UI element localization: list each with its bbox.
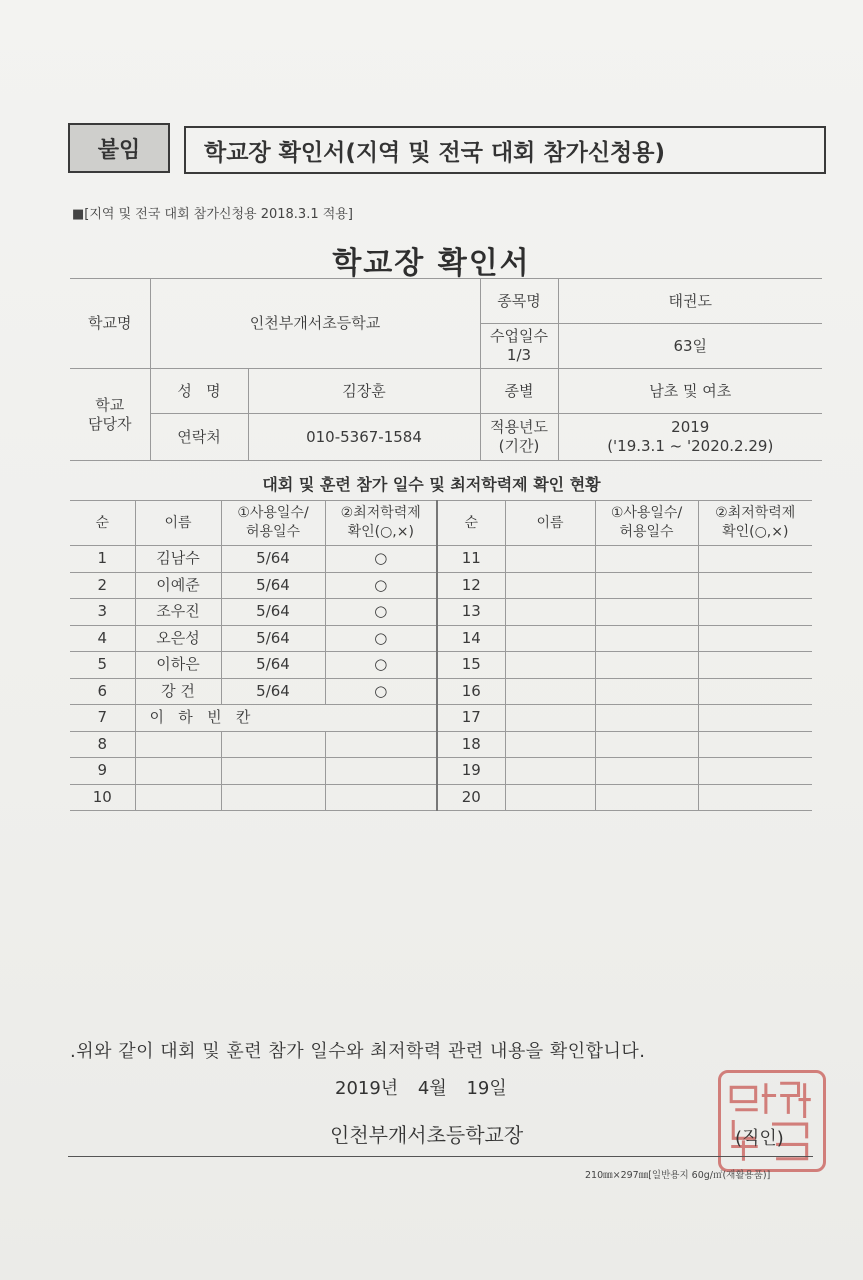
row-check-right <box>698 758 812 785</box>
row-name-right <box>505 652 595 679</box>
row-days <box>221 758 325 785</box>
issue-date: 2019년 4월 19일 <box>335 1078 507 1099</box>
row-check-right <box>698 599 812 626</box>
row-check-right <box>698 652 812 679</box>
document-title: 학교장 확인서 <box>332 246 531 281</box>
table-row <box>70 731 812 758</box>
row-check-right <box>698 678 812 705</box>
contact-label: 연락처 <box>150 414 248 461</box>
row-no-right: 12 <box>437 572 505 599</box>
days-label: 수업일수 1/3 <box>480 324 558 369</box>
confirmation-text: .위와 같이 대회 및 훈련 참가 일수와 최저학력 관련 내용을 확인합니다. <box>70 1041 646 1062</box>
row-name-right <box>505 678 595 705</box>
seal-pattern-icon <box>721 1073 823 1169</box>
row-check-right <box>698 572 812 599</box>
row-no: 5 <box>70 652 135 679</box>
row-days: 5/64 <box>221 625 325 652</box>
row-no-right: 20 <box>437 784 505 811</box>
sport-label: 종목명 <box>480 279 558 324</box>
row-check-right <box>698 625 812 652</box>
row-check <box>325 758 437 785</box>
participation-table <box>70 500 812 811</box>
row-no: 1 <box>70 546 135 573</box>
table-row <box>70 678 812 705</box>
seal-label: (직인) <box>735 1128 784 1149</box>
col-name-right: 이름 <box>505 501 595 546</box>
table-row <box>70 625 812 652</box>
principal-title: 인천부개서초등학교장 <box>330 1123 524 1147</box>
col-days: ①사용일수/ 허용일수 <box>221 501 325 546</box>
row-name-right <box>505 758 595 785</box>
row-name-right <box>505 784 595 811</box>
row-no: 3 <box>70 599 135 626</box>
row-no: 8 <box>70 731 135 758</box>
row-days-right <box>595 731 698 758</box>
row-no: 10 <box>70 784 135 811</box>
row-check: ○ <box>325 625 437 652</box>
name-value: 김장훈 <box>248 369 480 414</box>
row-days-right <box>595 758 698 785</box>
row-name: 김남수 <box>135 546 221 573</box>
year-label: 적용년도 (기간) <box>480 414 558 461</box>
name-label: 성 명 <box>150 369 248 414</box>
row-check: ○ <box>325 546 437 573</box>
table-row <box>70 758 812 785</box>
table-row <box>70 652 812 679</box>
table-row <box>70 546 812 573</box>
row-name <box>135 758 221 785</box>
row-days: 5/64 <box>221 572 325 599</box>
row-days: 5/64 <box>221 599 325 626</box>
row-check-right <box>698 546 812 573</box>
category-label: 종별 <box>480 369 558 414</box>
row-no: 7 <box>70 705 135 732</box>
row-no-right: 14 <box>437 625 505 652</box>
row-check: ○ <box>325 572 437 599</box>
row-name-right <box>505 572 595 599</box>
row-days-right <box>595 652 698 679</box>
row-no: 9 <box>70 758 135 785</box>
table-row <box>70 784 812 811</box>
row-days-right <box>595 625 698 652</box>
row-days-right <box>595 784 698 811</box>
row-days-right <box>595 546 698 573</box>
row-name: 오은성 <box>135 625 221 652</box>
row-name <box>135 784 221 811</box>
attachment-label: 붙임 <box>68 123 170 173</box>
manager-label: 학교 담당자 <box>70 369 150 461</box>
row-name: 이예준 <box>135 572 221 599</box>
row-no-right: 11 <box>437 546 505 573</box>
paper-spec-note: 210㎜×297㎜[일반용지 60g/㎡(재활용품)] <box>585 1170 771 1181</box>
row-name: 조우진 <box>135 599 221 626</box>
row-days <box>221 784 325 811</box>
days-value: 63일 <box>558 324 822 369</box>
row-no-right: 18 <box>437 731 505 758</box>
row-days-right <box>595 705 698 732</box>
row-no-right: 19 <box>437 758 505 785</box>
row-name: 이하은 <box>135 652 221 679</box>
sport-value: 태권도 <box>558 279 822 324</box>
row-no-right: 15 <box>437 652 505 679</box>
year-value: 2019 ('19.3.1 ~ '2020.2.29) <box>558 414 822 461</box>
row-name-right <box>505 546 595 573</box>
row-check: ○ <box>325 678 437 705</box>
school-value: 인천부개서초등학교 <box>150 279 480 369</box>
info-table <box>70 278 822 461</box>
row-days: 5/64 <box>221 546 325 573</box>
row-no: 4 <box>70 625 135 652</box>
row-check-right <box>698 705 812 732</box>
table-row <box>70 705 812 732</box>
table-header-row <box>70 501 812 546</box>
row-name-right <box>505 625 595 652</box>
row-name: 강 건 <box>135 678 221 705</box>
row-days-right <box>595 678 698 705</box>
row-no-right: 17 <box>437 705 505 732</box>
row-check <box>325 731 437 758</box>
row-check: ○ <box>325 599 437 626</box>
row-check-right <box>698 784 812 811</box>
col-name: 이름 <box>135 501 221 546</box>
status-subheading: 대회 및 훈련 참가 일수 및 최저학력제 확인 현황 <box>262 475 601 494</box>
row-no-right: 16 <box>437 678 505 705</box>
row-no: 6 <box>70 678 135 705</box>
school-label: 학교명 <box>70 279 150 369</box>
col-no: 순 <box>70 501 135 546</box>
row-days-right <box>595 572 698 599</box>
header-title: 학교장 확인서(지역 및 전국 대회 참가신청용) <box>184 126 826 174</box>
col-no-right: 순 <box>437 501 505 546</box>
table-row <box>70 599 812 626</box>
applicability-note: ■[지역 및 전국 대회 참가신청용 2018.3.1 적용] <box>72 207 353 222</box>
row-no: 2 <box>70 572 135 599</box>
row-no-right: 13 <box>437 599 505 626</box>
row-check: ○ <box>325 652 437 679</box>
contact-value: 010-5367-1584 <box>248 414 480 461</box>
row-check-right <box>698 731 812 758</box>
category-value: 남초 및 여초 <box>558 369 822 414</box>
col-check: ②최저학력제 확인(○,×) <box>325 501 437 546</box>
row-days-right <box>595 599 698 626</box>
table-row <box>70 572 812 599</box>
row-days <box>221 731 325 758</box>
row-name-right <box>505 705 595 732</box>
blank-note: 이 하 빈 칸 <box>135 705 437 732</box>
row-name-right <box>505 731 595 758</box>
row-check <box>325 784 437 811</box>
row-name-right <box>505 599 595 626</box>
col-days-right: ①사용일수/ 허용일수 <box>595 501 698 546</box>
row-days: 5/64 <box>221 652 325 679</box>
col-check-right: ②최저학력제 확인(○,×) <box>698 501 812 546</box>
row-name <box>135 731 221 758</box>
row-days: 5/64 <box>221 678 325 705</box>
footer-divider <box>68 1156 813 1157</box>
